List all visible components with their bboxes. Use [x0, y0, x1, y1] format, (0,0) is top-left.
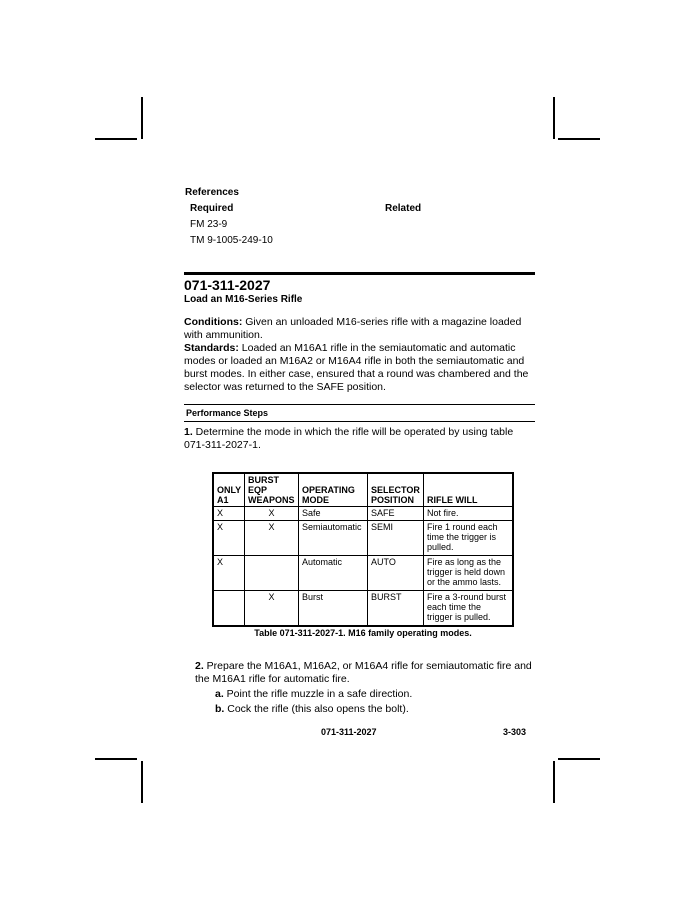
page-number: 3-303: [503, 727, 527, 737]
step-2: [195, 660, 535, 686]
reference-item: FM 23-9: [190, 219, 228, 230]
table-cell: SAFE: [368, 507, 424, 521]
table-cell: Burst: [299, 591, 368, 627]
table-row: [213, 521, 513, 556]
table-cell: Semiautomatic: [299, 521, 368, 556]
table-caption: Table 071-311-2027-1. M16 family operating modes.: [254, 628, 472, 638]
table-row: [213, 507, 513, 521]
substep-text: Cock the rifle (this also opens the bolt).: [224, 703, 409, 715]
task-title: Load an M16-Series Rifle: [184, 294, 303, 305]
conditions-label: Conditions:: [184, 316, 243, 328]
table-cell: Fire 1 round each time the trigger is pulled.: [424, 521, 513, 556]
standards-label: Standards:: [184, 342, 239, 354]
references-heading: References: [185, 187, 239, 198]
substep-label: a.: [215, 688, 224, 700]
table-cell: Safe: [299, 507, 368, 521]
crop-mark: [95, 758, 137, 760]
column-header: BURST EQP WEAPONS: [245, 473, 299, 507]
operating-modes-table: [212, 472, 514, 627]
crop-mark: [558, 138, 600, 140]
crop-mark: [553, 761, 555, 803]
column-header: ONLY A1: [213, 473, 245, 507]
column-header: OPERATING MODE: [299, 473, 368, 507]
conditions-text: Given an unloaded M16-series rifle with a magazine loaded with ammunition.: [184, 316, 522, 341]
table-cell: X: [213, 521, 245, 556]
table-cell: Fire a 3-round burst each time the trigger is pulled.: [424, 591, 513, 627]
divider: [184, 404, 535, 405]
table-cell: Not fire.: [424, 507, 513, 521]
step-text: Prepare the M16A1, M16A2, or M16A4 rifle for semiautomatic fire and the M16A1 rifle for automatic fire.: [195, 660, 532, 685]
references-required-label: Required: [190, 203, 234, 214]
conditions-paragraph: [184, 316, 529, 342]
table-row: [213, 556, 513, 591]
reference-item: TM 9-1005-249-10: [190, 235, 273, 246]
table-cell: X: [245, 507, 299, 521]
table-cell: Fire as long as the trigger is held down or the ammo lasts.: [424, 556, 513, 591]
section-divider: [184, 272, 535, 275]
step-number: 2.: [195, 660, 204, 672]
table-cell: [213, 591, 245, 627]
references-related-label: Related: [385, 203, 422, 214]
column-header: RIFLE WILL: [424, 473, 513, 507]
crop-mark: [95, 138, 137, 140]
standards-text: Loaded an M16A1 rifle in the semiautomatic and automatic modes or loaded an M16A2 or M16A4 rifle in both the semiautomatic and burst modes. In either case, ensured that a round was chambered and the selector was returned to the SAFE position.: [184, 342, 529, 393]
crop-mark: [141, 97, 143, 139]
footer-task-code: 071-311-2027: [321, 727, 377, 737]
table-row: [213, 591, 513, 627]
substep-a: [215, 688, 412, 701]
table-cell: Automatic: [299, 556, 368, 591]
step-number: 1.: [184, 426, 193, 438]
table-cell: [245, 556, 299, 591]
crop-mark: [141, 761, 143, 803]
column-header: SELECTOR POSITION: [368, 473, 424, 507]
step-1: [184, 426, 529, 452]
substep-b: [215, 703, 409, 716]
table-cell: AUTO: [368, 556, 424, 591]
performance-steps-heading: Performance Steps: [186, 408, 269, 418]
crop-mark: [553, 97, 555, 139]
table-header-row: [213, 473, 513, 507]
task-number: 071-311-2027: [184, 277, 271, 293]
table-cell: X: [213, 556, 245, 591]
table-cell: X: [245, 591, 299, 627]
divider: [184, 421, 535, 422]
standards-paragraph: [184, 342, 529, 394]
table-cell: BURST: [368, 591, 424, 627]
substep-label: b.: [215, 703, 225, 715]
substep-text: Point the rifle muzzle in a safe direction.: [223, 688, 413, 700]
step-text: Determine the mode in which the rifle will be operated by using table 071-311-2027-1.: [184, 426, 514, 451]
table-cell: X: [213, 507, 245, 521]
table-cell: SEMI: [368, 521, 424, 556]
crop-mark: [558, 758, 600, 760]
table-cell: X: [245, 521, 299, 556]
